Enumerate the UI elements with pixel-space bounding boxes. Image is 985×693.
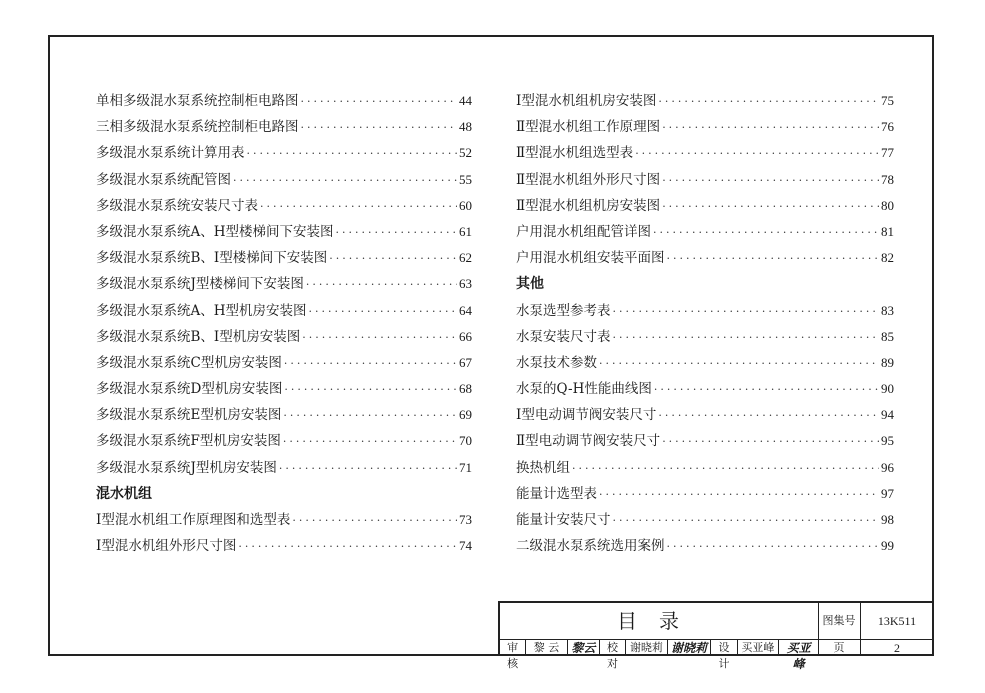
entry-page: 73 [459, 512, 472, 527]
entry-title: 多级混水泵系统A、H型机房安装图 [96, 302, 307, 319]
toc-entry [96, 167, 472, 193]
entry-page: 89 [881, 354, 894, 370]
entry-page: 81 [881, 223, 894, 239]
check-role: 校对 [600, 640, 626, 656]
entry-title: 能量计选型表 [516, 485, 597, 502]
entry-title: 多级混水泵系统J型机房安装图 [96, 459, 277, 476]
entry-page: 90 [881, 381, 894, 397]
design-name: 买亚峰 [738, 640, 780, 656]
dot-leader [292, 508, 457, 534]
entry-page: 63 [459, 276, 472, 292]
toc-entry [96, 376, 472, 402]
entry-title: 能量计安装尺寸 [516, 512, 611, 528]
toc-entry [516, 88, 894, 114]
toc-entry [96, 219, 472, 245]
entry-title: 水泵的Q-H性能曲线图 [516, 381, 652, 398]
atlas-label: 图集号 [818, 603, 861, 640]
dot-leader [233, 168, 457, 194]
dot-leader [635, 141, 879, 167]
entry-page: 44 [459, 93, 472, 108]
entry-title: 多级混水泵系统E型机房安装图 [96, 407, 282, 424]
entry-title: 多级混水泵系统F型机房安装图 [96, 433, 281, 450]
dot-leader [662, 115, 879, 141]
toc-entry [516, 481, 894, 507]
entry-page: 69 [459, 407, 472, 423]
entry-title: 户用混水机组安装平面图 [516, 250, 665, 267]
sheet-title: 目录 [500, 603, 819, 640]
dot-leader [309, 299, 457, 325]
entry-title: 单相多级混水泵系统控制柜电路图 [96, 93, 299, 109]
entry-page: 67 [459, 354, 472, 370]
page-label: 页 [818, 640, 861, 656]
entry-page: 64 [459, 302, 472, 318]
entry-title: Ⅱ型电动调节阀安装尺寸 [516, 433, 661, 450]
dot-leader [613, 325, 880, 351]
entry-title: 多级混水泵系统配管图 [96, 171, 231, 188]
dot-leader [336, 220, 457, 246]
dot-leader [599, 351, 879, 377]
entry-title: 多级混水泵系统B、Ⅰ型机房安装图 [96, 328, 301, 345]
check-signature: 谢晓莉 [668, 640, 712, 656]
entry-page: 83 [881, 302, 894, 318]
entry-title: 多级混水泵系统C型机房安装图 [96, 354, 282, 371]
entry-page: 62 [459, 250, 472, 266]
dot-leader [306, 272, 457, 298]
toc-entry [516, 402, 894, 428]
dot-leader [662, 168, 879, 194]
section-heading: 混水机组 [96, 485, 152, 502]
toc-entry [516, 219, 894, 245]
review-name: 黎 云 [526, 640, 568, 656]
entry-title: Ⅱ型混水机组机房安装图 [516, 197, 661, 214]
toc-entry [516, 533, 894, 559]
dot-leader [658, 403, 879, 429]
review-signature: 黎云 [568, 640, 600, 656]
dot-leader [302, 325, 457, 351]
toc-entry [516, 376, 894, 402]
dot-leader [599, 482, 879, 508]
design-signature: 买亚峰 [786, 641, 811, 671]
dot-leader [654, 377, 879, 403]
entry-title: 水泵技术参数 [516, 354, 597, 371]
entry-title: 三相多级混水泵系统控制柜电路图 [96, 119, 299, 136]
entry-title: 水泵选型参考表 [516, 302, 611, 319]
entry-page: 85 [881, 328, 894, 344]
entry-page: 99 [881, 538, 894, 554]
entry-page: 68 [459, 381, 472, 397]
entry-title: 二级混水泵系统选用案例 [516, 538, 665, 555]
dot-leader [667, 246, 880, 272]
entry-page: 77 [881, 145, 894, 161]
entry-title: 多级混水泵系统D型机房安装图 [96, 381, 283, 398]
entry-title: 多级混水泵系统计算用表 [96, 145, 245, 162]
toc-entry [96, 245, 472, 271]
entry-page: 80 [881, 197, 894, 213]
entry-title: 多级混水泵系统B、Ⅰ型楼梯间下安装图 [96, 250, 328, 267]
entry-page: 66 [459, 328, 472, 344]
entry-page: 78 [881, 171, 894, 187]
entry-page: 98 [881, 512, 894, 527]
toc-entry [96, 271, 472, 297]
dot-leader [283, 403, 457, 429]
dot-leader [662, 429, 879, 455]
entry-page: 94 [881, 407, 894, 423]
entry-page: 82 [881, 250, 894, 266]
dot-leader [279, 456, 457, 482]
entry-page: 60 [459, 197, 472, 213]
dot-leader [284, 377, 457, 403]
dot-leader [662, 194, 879, 220]
entry-title: Ⅰ型混水机组工作原理图和选型表 [96, 512, 291, 528]
toc-entry [516, 167, 894, 193]
entry-page: 71 [459, 459, 472, 475]
entry-page: 74 [459, 538, 472, 554]
signature-row [500, 640, 819, 671]
entry-page: 75 [881, 93, 894, 108]
entry-page: 95 [881, 433, 894, 449]
entry-title: Ⅰ型电动调节阀安装尺寸 [516, 407, 657, 424]
dot-leader [260, 194, 457, 220]
design-role: 设计 [711, 640, 737, 656]
toc-entry [96, 140, 472, 166]
toc-entry [96, 324, 472, 350]
entry-page: 70 [459, 433, 472, 449]
toc-entry [516, 507, 894, 533]
toc-entry [96, 88, 472, 114]
dot-leader [667, 534, 880, 560]
toc-entry [96, 533, 472, 559]
dot-leader [283, 429, 457, 455]
toc-left-column [96, 88, 472, 559]
entry-title: Ⅰ型混水机组外形尺寸图 [96, 538, 237, 555]
entry-title: 多级混水泵系统A、H型楼梯间下安装图 [96, 223, 334, 240]
toc-entry [96, 402, 472, 428]
toc-entry [516, 114, 894, 140]
entry-title: 多级混水泵系统安装尺寸表 [96, 197, 258, 214]
dot-leader [247, 141, 458, 167]
entry-page: 96 [881, 459, 894, 475]
toc-entry [96, 455, 472, 481]
dot-leader [301, 115, 458, 141]
check-name: 谢晓莉 [626, 640, 668, 656]
dot-leader [613, 299, 880, 325]
toc-entry [516, 298, 894, 324]
entry-page: 48 [459, 119, 472, 135]
entry-title: Ⅱ型混水机组外形尺寸图 [516, 171, 661, 188]
entry-title: Ⅱ型混水机组选型表 [516, 145, 634, 162]
toc-entry [516, 324, 894, 350]
toc-entry [96, 428, 472, 454]
entry-page: 52 [459, 145, 472, 161]
entry-title: 户用混水机组配管详图 [516, 223, 651, 240]
toc-entry [516, 193, 894, 219]
entry-title: 多级混水泵系统J型楼梯间下安装图 [96, 276, 304, 293]
entry-title: 换热机组 [516, 459, 570, 476]
dot-leader [658, 89, 879, 115]
page-number: 2 [894, 641, 900, 655]
toc-entry [96, 350, 472, 376]
section-heading: 其他 [516, 276, 544, 293]
toc-entry [516, 455, 894, 481]
toc-right-column [516, 88, 894, 559]
dot-leader [238, 534, 457, 560]
dot-leader [653, 220, 879, 246]
toc-entry [516, 245, 894, 271]
entry-page: 55 [459, 171, 472, 187]
dot-leader [301, 89, 458, 115]
entry-title: Ⅱ型混水机组工作原理图 [516, 119, 661, 136]
dot-leader [613, 508, 880, 534]
toc-entry [516, 350, 894, 376]
entry-page: 76 [881, 119, 894, 135]
entry-title: Ⅰ型混水机组机房安装图 [516, 93, 657, 109]
title-block [498, 601, 934, 671]
toc-entry [96, 114, 472, 140]
entry-page: 61 [459, 223, 472, 239]
dot-leader [572, 456, 879, 482]
entry-title: 水泵安装尺寸表 [516, 328, 611, 345]
toc-entry [96, 507, 472, 533]
review-role: 审核 [500, 640, 526, 656]
dot-leader [284, 351, 457, 377]
toc-entry [516, 428, 894, 454]
dot-leader [329, 246, 457, 272]
toc-entry [96, 298, 472, 324]
atlas-number: 13K511 [860, 603, 934, 640]
toc-entry [516, 140, 894, 166]
toc-entry [96, 193, 472, 219]
entry-page: 97 [881, 485, 894, 501]
